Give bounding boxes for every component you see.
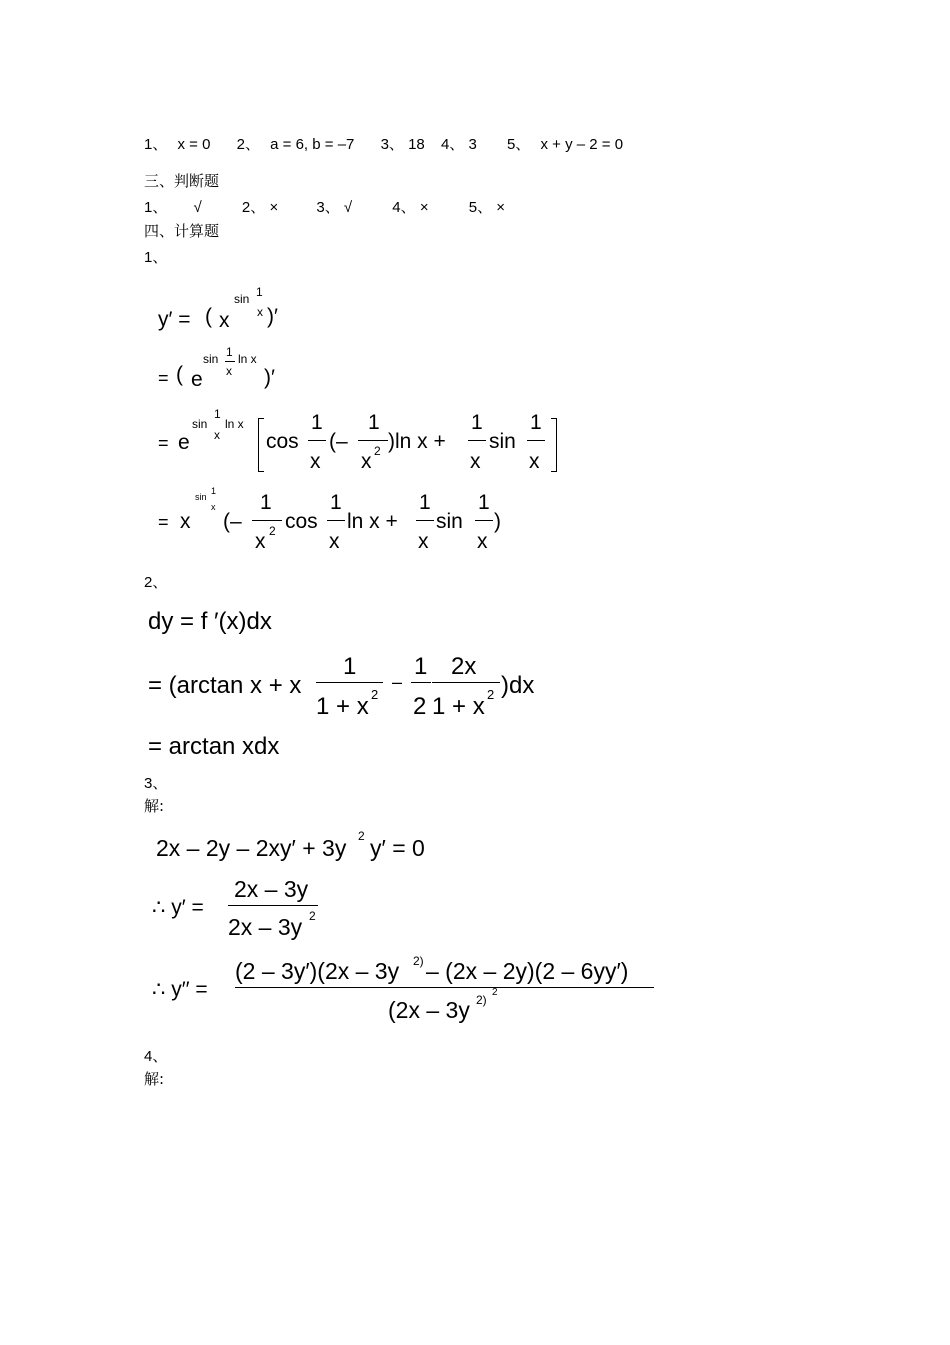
frac-num: 1: [330, 491, 342, 514]
problem-number: 1、: [144, 249, 168, 266]
judgment-mark: ×: [496, 199, 506, 216]
judgment-mark: ×: [419, 199, 429, 216]
exponent-num: 1: [214, 407, 221, 421]
paren: )dx: [501, 672, 535, 699]
answer-num: 1、: [144, 136, 168, 153]
equals: =: [158, 368, 169, 388]
frac-num-a: (2 – 3y′)(2x – 3y: [235, 958, 400, 984]
exponent-num: 1: [211, 486, 217, 496]
sin: sin: [436, 510, 463, 533]
problem-number: 2、: [144, 574, 168, 591]
exponent-den: x: [226, 364, 232, 378]
frac-num: 1: [343, 653, 357, 680]
frac-den: 2: [413, 693, 427, 720]
frac-num-b: – (2x – 2y)(2 – 6yy′): [426, 958, 629, 984]
superscript: 2: [358, 829, 365, 843]
equation-line: 2x – 2y – 2xy′ + 3y: [156, 835, 347, 861]
exponent-sin: sin: [234, 292, 250, 306]
superscript: 2: [487, 687, 495, 702]
frac-den: x: [255, 530, 266, 553]
superscript: 2: [371, 687, 379, 702]
problem-number: 3、: [144, 775, 168, 792]
judgment-mark: ×: [269, 199, 279, 216]
frac-num: 1: [260, 491, 272, 514]
paren: )′: [264, 366, 275, 389]
frac-num: 2x – 3y: [234, 876, 309, 902]
judgment-num: 5、: [468, 199, 493, 216]
frac-den: x: [470, 450, 481, 473]
exponent-num: 1: [226, 345, 233, 359]
equation-prefix: = (arctan x + x: [148, 672, 302, 699]
frac-den: 1 + x: [432, 693, 485, 720]
frac-den: 1 + x: [316, 693, 369, 720]
answer-num: 4、: [440, 136, 465, 153]
exponent-ln: ln x: [238, 352, 257, 366]
ln-term: )ln x +: [388, 430, 446, 453]
superscript: 2: [374, 444, 381, 458]
fraction-bar: [475, 520, 493, 521]
frac-num: 2x: [451, 653, 477, 680]
judgment-mark: √: [193, 199, 202, 216]
frac-den: x: [329, 530, 340, 553]
base: x: [219, 309, 230, 332]
lhs: y′ =: [158, 308, 191, 331]
base: e: [191, 368, 203, 391]
exponent-sin: sin: [192, 417, 208, 431]
superscript: 2: [309, 909, 316, 923]
fraction-bar: [225, 361, 235, 362]
solution-label: 解:: [144, 797, 165, 815]
paren: (: [176, 363, 183, 386]
paren: (–: [223, 510, 242, 533]
section-heading-calculation: 四、计算题: [144, 222, 220, 240]
paren: ): [494, 510, 501, 533]
fraction-bar: [316, 682, 383, 683]
exponent-den: x: [211, 502, 216, 512]
cos: cos: [266, 430, 299, 453]
frac-num: 1: [471, 411, 483, 434]
paren: )′: [267, 305, 278, 328]
exponent-den: x: [257, 305, 263, 319]
answer-num: 3、: [380, 136, 404, 153]
fraction-bar: [527, 440, 545, 441]
superscript: 2): [413, 954, 424, 968]
answer-value: x = 0: [177, 136, 211, 153]
fraction-bar: [327, 520, 345, 521]
equals: =: [158, 433, 169, 453]
fill-answers-row: [144, 133, 623, 154]
ln-term: ln x +: [347, 510, 398, 533]
fraction-bar: [416, 520, 434, 521]
base: e: [178, 431, 190, 454]
equation-prefix: ∴ y′′ =: [152, 978, 208, 1001]
equation-line: = arctan xdx: [148, 733, 280, 760]
base: x: [180, 510, 191, 533]
exponent-den: x: [214, 428, 220, 442]
answer-value: 3: [468, 136, 477, 153]
answer-num: 5、: [506, 136, 531, 153]
minus: –: [392, 672, 403, 692]
answer-num: 2、: [236, 136, 260, 153]
section-heading-judgment: 三、判断题: [144, 172, 220, 190]
exponent-sin: sin: [195, 492, 207, 502]
judgment-num: 2、: [241, 199, 266, 216]
sin: sin: [489, 430, 516, 453]
judgment-answers-row: [144, 196, 505, 217]
fraction-bar: [432, 682, 500, 683]
problem-number: 4、: [144, 1048, 168, 1065]
fraction-bar: [468, 440, 486, 441]
fraction-bar: [252, 520, 282, 521]
frac-num: 1: [530, 411, 542, 434]
cos: cos: [285, 510, 318, 533]
superscript: 2: [492, 987, 498, 998]
equation-line: dy = f ′(x)dx: [148, 608, 272, 635]
frac-num: 1: [311, 411, 323, 434]
superscript: 2: [269, 524, 276, 538]
equation-tail: y′ = 0: [370, 835, 425, 861]
fraction-bar: [235, 987, 654, 988]
fraction-bar: [411, 682, 431, 683]
frac-den: x: [529, 450, 540, 473]
judgment-num: 4、: [392, 199, 416, 216]
judgment-num: 3、: [316, 199, 340, 216]
judgment-mark: √: [343, 199, 353, 216]
frac-den: x: [310, 450, 321, 473]
exponent-ln: ln x: [225, 417, 244, 431]
frac-num: 1: [419, 491, 431, 514]
exponent-num: 1: [256, 285, 263, 299]
superscript: 2): [476, 993, 487, 1007]
answer-value: a = 6, b = –7: [270, 136, 355, 153]
frac-num: 1: [478, 491, 490, 514]
frac-num: 1: [414, 653, 428, 680]
answer-value: x + y – 2 = 0: [540, 136, 624, 153]
fraction-bar: [358, 440, 388, 441]
answer-value: 18: [408, 136, 425, 153]
fraction-bar: [228, 905, 318, 906]
equation-prefix: ∴ y′ =: [152, 896, 204, 919]
judgment-num: 1、: [144, 199, 168, 216]
frac-num: 1: [368, 411, 380, 434]
frac-den: x: [477, 530, 488, 553]
right-bracket: [551, 418, 557, 472]
frac-den: 2x – 3y: [228, 914, 303, 940]
solution-label: 解:: [144, 1070, 165, 1088]
equals: =: [158, 512, 169, 532]
frac-den: x: [418, 530, 429, 553]
frac-den: x: [361, 450, 372, 473]
left-bracket: [258, 418, 264, 472]
fraction-bar: [308, 440, 326, 441]
frac-den: (2x – 3y: [388, 997, 470, 1023]
exponent-sin: sin: [203, 352, 219, 366]
paren: (–: [329, 430, 348, 453]
paren: (: [205, 305, 212, 328]
